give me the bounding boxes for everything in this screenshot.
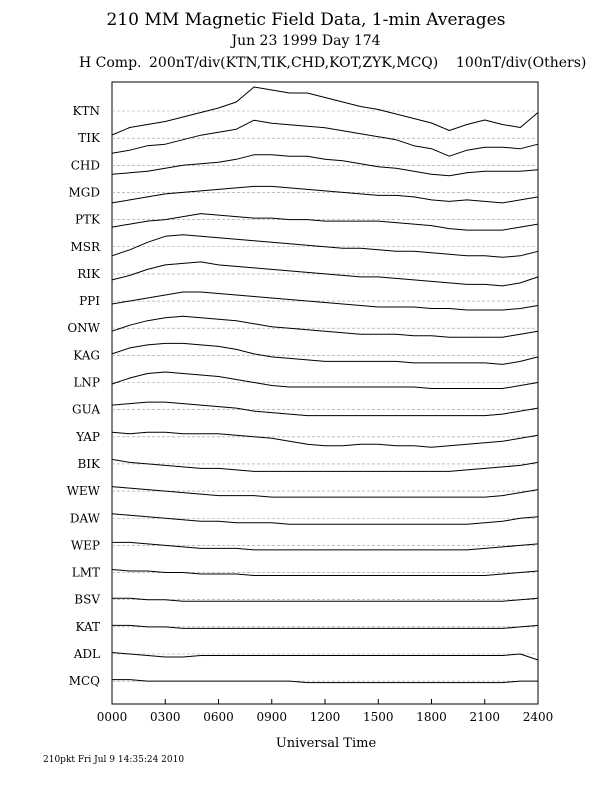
station-label-lnp: LNP [73,375,100,390]
station-label-mcq: MCQ [68,674,100,689]
x-tick-label: 1500 [362,710,394,724]
x-tick-label: 0300 [149,710,181,724]
station-label-ppi: PPI [79,294,100,309]
station-label-lmt: LMT [71,565,100,580]
station-label-gua: GUA [72,402,100,417]
station-label-kag: KAG [73,348,100,363]
scale-secondary-label: 100nT/div(Others) [456,55,587,71]
series-lines [112,87,538,683]
x-axis [97,699,554,724]
chart-title: 210 MM Magnetic Field Data, 1-min Averages [106,10,506,30]
station-label-tik: TIK [78,131,100,146]
series-line-yap [112,432,538,447]
series-line-msr [112,235,538,257]
series-line-mgd [112,186,538,203]
x-tick-label: 0000 [96,710,128,724]
station-label-kat: KAT [75,619,100,634]
station-label-adl: ADL [73,647,100,661]
station-label-wew: WEW [66,484,100,499]
series-line-adl [112,653,538,661]
station-label-yap: YAP [76,429,100,444]
station-label-rik: RIK [77,266,100,281]
station-label-ktn: KTN [72,104,100,118]
series-line-gua [112,402,538,416]
series-line-ptk [112,214,538,231]
station-label-chd: CHD [70,158,100,173]
baseline-grid [112,111,538,681]
scale-primary-label: 200nT/div(KTN,TIK,CHD,KOT,ZYK,MCQ) [149,55,439,71]
station-label-bik: BIK [77,456,100,471]
series-line-bik [112,459,538,471]
station-label-mgd: MGD [68,185,100,200]
x-tick-label: 2100 [469,710,501,724]
station-label-wep: WEP [70,538,100,553]
chart-subtitle: Jun 23 1999 Day 174 [231,33,381,49]
station-label-daw: DAW [69,511,100,526]
series-line-wep [112,542,538,550]
series-line-onw [112,316,538,337]
series-line-lnp [112,372,538,389]
station-label-msr: MSR [70,239,100,254]
station-label-onw: ONW [67,321,100,336]
x-tick-label: 0900 [256,710,288,724]
station-label-ptk: PTK [74,212,100,227]
x-tick-label: 0600 [203,710,234,724]
x-tick-label: 1800 [416,710,447,724]
plot-frame [112,82,538,704]
station-labels [67,104,101,688]
series-line-daw [112,514,538,525]
station-label-bsv: BSV [74,592,100,607]
series-line-wew [112,487,538,498]
component-label: H Comp. [79,55,142,71]
x-axis-label: Universal Time [275,736,377,751]
series-line-kag [112,343,538,364]
x-tick-label: 2400 [522,710,554,724]
x-tick-label: 1200 [309,710,341,724]
footer-timestamp: 210pkt Fri Jul 9 14:35:24 2010 [43,755,185,765]
